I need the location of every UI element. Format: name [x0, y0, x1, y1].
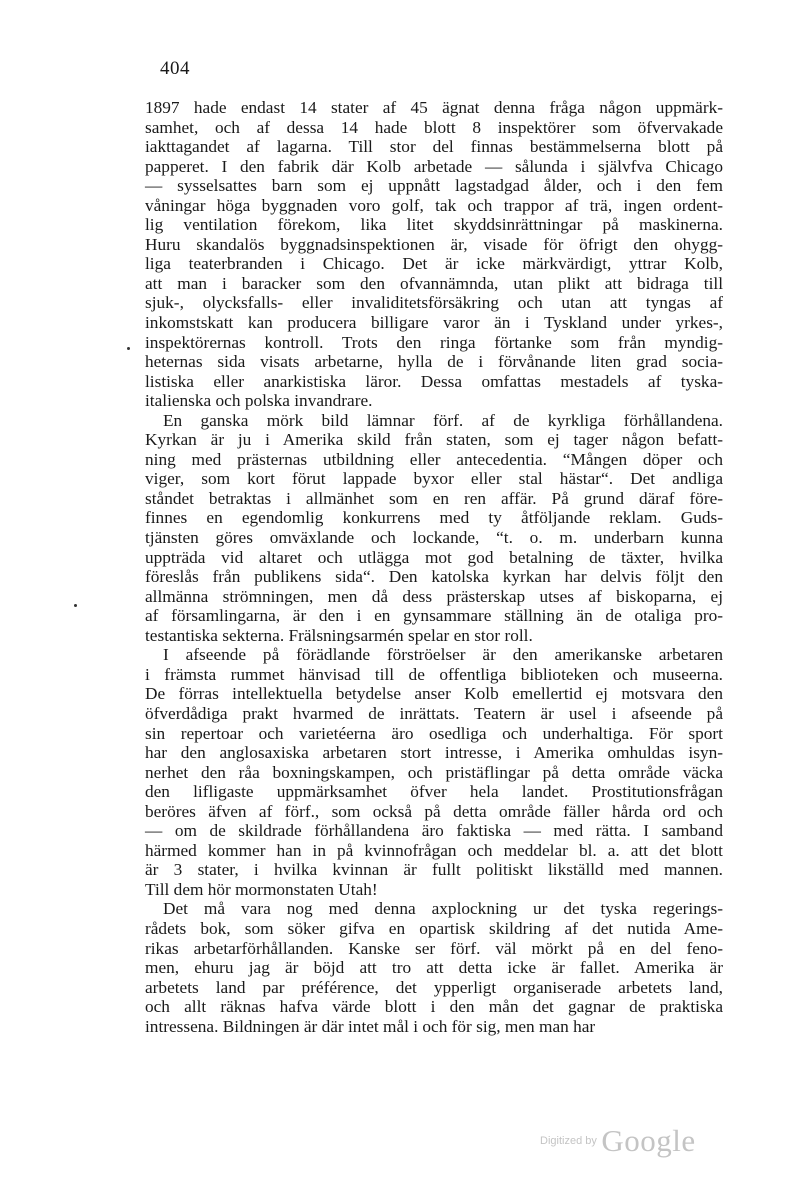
text-line: Till dem hör mormonstaten Utah! [145, 879, 378, 899]
text-line: uppträda vid altaret och utlägga mot god betalning de täxter, hvilka [145, 547, 723, 567]
text-line: De förras intellektuella betydelse anser Kolb emellertid ej motsvara den [145, 684, 723, 704]
page-number: 404 [160, 58, 190, 79]
text-line: nerhet den råa boxningskampen, och pristäflingar på detta område väcka [145, 762, 723, 782]
text-line: är 3 stater, i hvilka kvinnan är fullt politiskt likställd med mannen. [145, 860, 723, 880]
stray-print-mark [127, 347, 130, 350]
text-line: öfverdådiga prakt hvarmed de inrättats. Teatern är usel i afseende på [145, 703, 723, 723]
text-line: men, ehuru jag är böjd att tro att detta icke är fallet. Amerika är [145, 958, 723, 978]
text-line: att man i baracker som den ofvannämnda, utan plikt att bidraga till [145, 273, 723, 293]
text-line: i främsta rummet hänvisad till de offentliga biblioteken och museerna. [145, 664, 723, 684]
text-line: inspektörernas kontroll. Trots den ringa förtanke som från myndig- [145, 332, 723, 352]
stray-print-mark [74, 604, 77, 607]
text-line: intressena. Bildningen är där intet mål i och för sig, men man har [145, 1016, 596, 1036]
digitized-by-label: Digitized by [540, 1135, 597, 1147]
text-line: En ganska mörk bild lämnar förf. af de kyrkliga förhållandena. [163, 410, 723, 430]
text-line: I afseende på förädlande förströelser är den amerikanske arbetaren [163, 645, 723, 665]
text-line: beröres äfven af förf., som också på detta område fäller hårda ord och [145, 801, 723, 821]
text-line: Kyrkan är ju i Amerika skild från staten, som ej tager någon befatt- [145, 430, 723, 450]
text-line: listiska eller anarkistiska läror. Dessa omfattas mestadels af tyska- [145, 371, 723, 391]
digitization-watermark [540, 1123, 696, 1159]
text-line: Det må vara nog med denna axplockning ur det tyska regerings- [163, 899, 723, 919]
text-line: iakttagandet af lagarna. Till stor del finnas bestämmelserna blott på [145, 137, 723, 157]
text-line: testantiska sekterna. Frälsningsarmén spelar en stor roll. [145, 625, 533, 645]
text-line: sin repertoar och varietéerna äro osedliga och underhaltiga. För sport [145, 723, 723, 743]
text-line: inkomstskatt kan producera billigare varor än i Tyskland under yrkes-, [145, 313, 723, 333]
text-line: allmänna strömningen, men då dess prästerskap utses af biskoparna, ej [145, 586, 723, 606]
text-line: af församlingarna, är den i en gynsammare ställning än de otaliga pro- [145, 606, 723, 626]
text-line: den lifligaste uppmärksamhet öfver hela landet. Prostitutionsfrågan [145, 782, 723, 802]
text-line: tjänsten göres omväxlande och lockande, “t. o. m. underbarn kunna [145, 528, 723, 548]
text-line: italienska och polska invandrare. [145, 391, 373, 411]
text-line: finnes en egendomlig konkurrens med ty åtföljande reklam. Guds- [145, 508, 723, 528]
text-line: papperet. I den fabrik där Kolb arbetade — sålunda i självfva Chicago [145, 156, 723, 176]
google-logo: Google [601, 1123, 696, 1158]
text-line: — sysselsattes barn som ej uppnått lagstadgad ålder, och i den fem [145, 176, 723, 196]
text-line: 1897 hade endast 14 stater af 45 ägnat denna fråga någon uppmärk- [145, 98, 723, 117]
text-line: föreslås från publikens sida“. Den katolska kyrkan har delvis följt den [145, 567, 723, 587]
text-line: viger, som kort förut lappade byxor eller stal hästar“. Det andliga [145, 469, 723, 489]
text-line: liga teaterbranden i Chicago. Det är icke märkvärdigt, yttrar Kolb, [145, 254, 723, 274]
text-line: har den anglosaxiska arbetaren stort intresse, i Amerika omhuldas isyn- [145, 743, 723, 763]
text-line: lig ventilation förekom, lika litet skyddsinrättningar på maskinerna. [145, 215, 723, 235]
text-line: Huru skandalös byggnadsinspektionen är, visade för öfrigt den ohygg- [145, 234, 723, 254]
text-line: arbetets land par préférence, det ypperligt organiserade arbetets land, [145, 977, 723, 997]
text-line: ning med prästernas utbildning eller antecedentia. “Mången döper och [145, 449, 723, 469]
text-line: våningar höga byggnaden voro golf, tak och trappor af trä, ingen ordent- [145, 195, 723, 215]
body-text [145, 98, 723, 1036]
text-line: rådets bok, som söker gifva en opartisk skildring af det nutida Ame- [145, 918, 723, 938]
text-line: och allt räknas hafva värde blott i den mån det gagnar de praktiska [145, 997, 723, 1017]
text-line: heternas sida visats arbetarne, hylla de i förvånande liten grad socia- [145, 352, 723, 372]
text-line: härmed kommer han in på kvinnofrågan och meddelar bl. a. att det blott [145, 840, 723, 860]
text-line: rikas arbetarförhållanden. Kanske ser förf. väl mörkt på en del feno- [145, 938, 723, 958]
text-line: sjuk-, olycksfalls- eller invaliditetsförsäkring och utan att tyngas af [145, 293, 723, 313]
text-line: — om de skildrade förhållandena äro faktiska — med rätta. I samband [145, 821, 723, 841]
text-line: ståndet betraktas i allmänhet som en ren affär. På grund däraf före- [145, 488, 723, 508]
text-line: samhet, och af dessa 14 hade blott 8 inspektörer som öfvervakade [145, 117, 723, 137]
